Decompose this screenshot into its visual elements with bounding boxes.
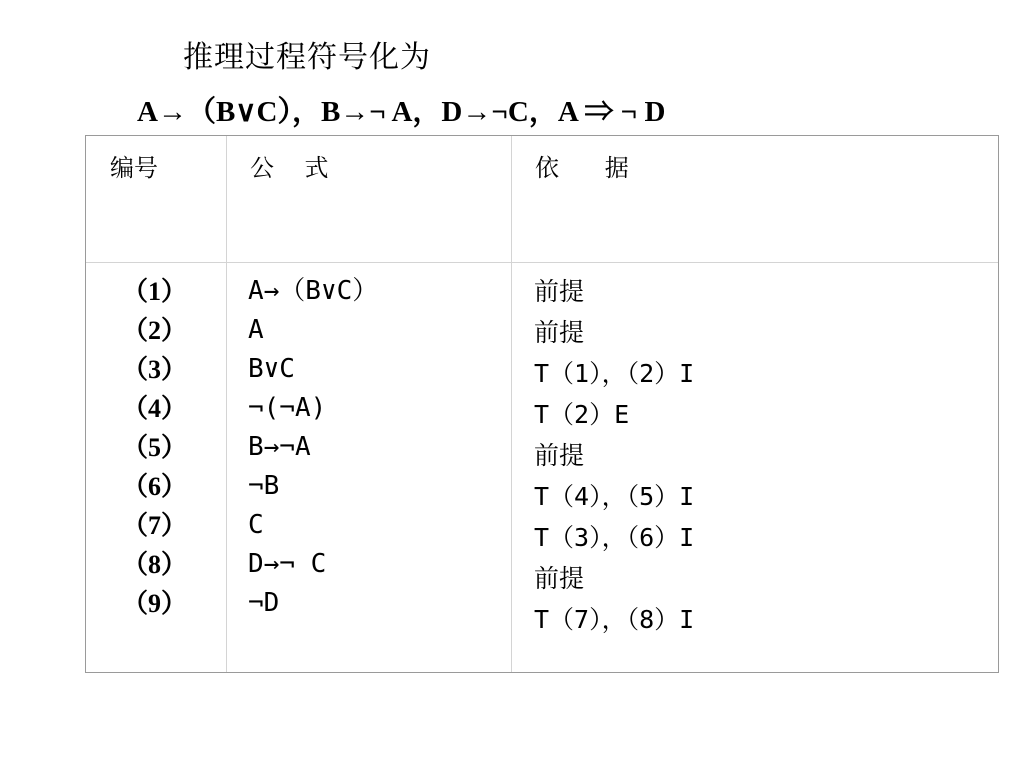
header-basis: 依 据 <box>535 154 629 182</box>
step-formula: B∨C <box>248 354 295 384</box>
header-formula: 公 式 <box>250 154 329 182</box>
header-number: 编号 <box>110 154 158 182</box>
step-basis: T（1），（2）I <box>534 359 695 388</box>
step-number: （6） <box>122 472 188 501</box>
column-divider <box>226 136 227 672</box>
step-basis: 前提 <box>534 318 585 347</box>
step-formula: A→（B∨C） <box>248 276 379 306</box>
step-formula: ¬B <box>248 471 280 501</box>
step-formula: B→¬A <box>248 432 311 462</box>
number-column <box>122 276 187 627</box>
step-basis: 前提 <box>534 441 585 470</box>
step-number: （8） <box>122 550 188 579</box>
proof-table <box>85 135 999 673</box>
step-formula: D→¬ C <box>248 549 327 579</box>
step-basis: T（3），（6）I <box>534 523 695 552</box>
step-basis: 前提 <box>534 564 585 593</box>
page-title: 推理过程符号化为 <box>183 40 431 75</box>
step-number: （4） <box>122 394 188 423</box>
step-basis: T（2）E <box>534 400 630 429</box>
step-number: （3） <box>122 355 188 384</box>
header-divider <box>86 262 998 263</box>
symbolized-argument: A→（B∨C），B→¬ A，D→¬C，A ⇒ ¬ D <box>137 96 666 128</box>
basis-column <box>534 276 694 645</box>
step-formula: A <box>248 315 264 345</box>
step-number: （9） <box>122 589 188 618</box>
step-formula: ¬D <box>248 588 280 618</box>
step-basis: T（7），（8）I <box>534 605 695 634</box>
step-formula: ¬(¬A) <box>248 393 327 423</box>
formula-column <box>248 276 378 627</box>
step-basis: T（4），（5）I <box>534 482 695 511</box>
step-number: （2） <box>122 316 188 345</box>
step-number: （1） <box>122 277 188 306</box>
step-number: （7） <box>122 511 188 540</box>
step-formula: C <box>248 510 264 540</box>
step-basis: 前提 <box>534 277 585 306</box>
column-divider <box>511 136 512 672</box>
step-number: （5） <box>122 433 188 462</box>
